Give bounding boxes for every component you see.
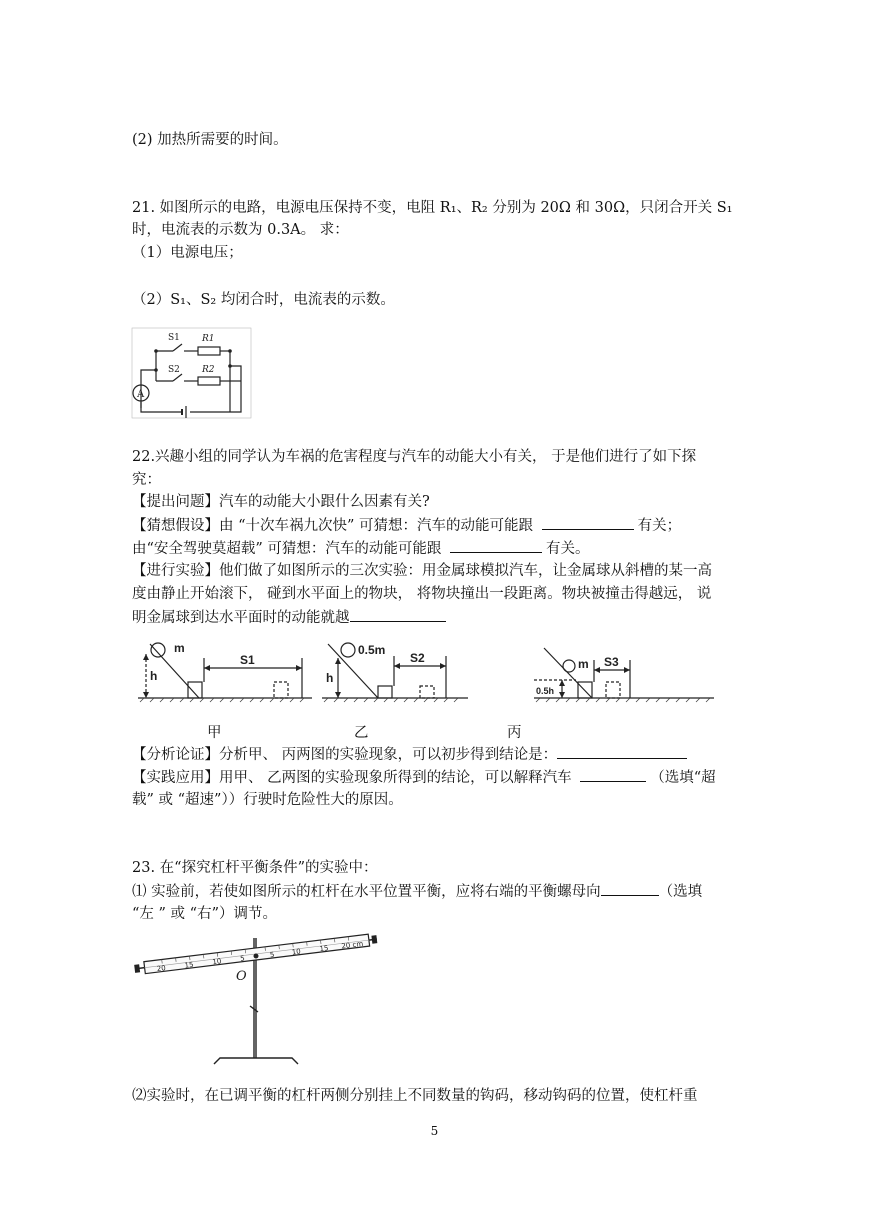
scale-right-20: 20 cm: [340, 939, 364, 951]
q23-p1-tail: （选填: [658, 884, 703, 900]
guess-1-tail: 有关；: [637, 518, 682, 534]
pivot-label: O: [236, 969, 247, 984]
answer-blank-direction[interactable]: [601, 881, 659, 896]
experiment-figure-a: [136, 640, 314, 704]
fig-a-height: h: [150, 669, 158, 683]
caption-bing: 丙: [507, 725, 522, 741]
fig-b-height: h: [326, 671, 334, 685]
q22-analysis: [132, 744, 687, 765]
lever-diagram: [132, 928, 382, 1073]
guess-2-text: 由“安全驾驶莫超载” 可猜想：汽车的动能可能跟: [132, 541, 442, 557]
q23-part-1: [132, 881, 702, 902]
answer-blank-guess-1[interactable]: [542, 515, 634, 530]
fig-a-mass: m: [174, 641, 185, 655]
apply-tail: （选填“超: [650, 770, 716, 786]
scale-left-10: 10: [211, 957, 222, 967]
guess-2-tail: 有关。: [546, 541, 590, 557]
scale-left-15: 15: [184, 960, 195, 970]
analysis-text: 【分析论证】分析甲、 丙两图的实验现象，可以初步得到结论是：: [132, 747, 558, 763]
scale-right-10: 10: [291, 947, 302, 957]
q22-stem-line-1: 22.兴趣小组的同学认为车祸的危害程度与汽车的动能大小有关， 于是他们进行了如下探: [132, 449, 697, 465]
caption-jia: 甲: [207, 725, 222, 741]
experiment-figure-b: [320, 640, 470, 704]
q22-guess-1: [132, 515, 681, 536]
scale-left-5: 5: [239, 954, 246, 963]
exp-3-text: 明金属球到达水平面时的动能就越: [132, 610, 350, 626]
q22-ask: 【提出问题】汽车的动能大小跟什么因素有关?: [132, 494, 430, 510]
fig-c-distance: S3: [604, 655, 619, 669]
q22-apply-line-2: 载” 或 “超速”））行驶时危险性大的原因。: [132, 792, 403, 808]
q23-part-2: ⑵实验时，在已调平衡的杠杆两侧分别挂上不同数量的钩码，移动钩码的位置，使杠杆重: [132, 1088, 698, 1104]
circuit-diagram: [128, 326, 253, 420]
fig-c-height: 0.5h: [536, 686, 555, 696]
q21-part-2: （2）S₁、S₂ 均闭合时，电流表的示数。: [132, 292, 395, 308]
answer-blank-guess-2[interactable]: [450, 538, 542, 553]
ammeter-label: A: [137, 389, 145, 400]
fig-a-distance: S1: [240, 653, 255, 667]
experiment-figure-c: [532, 646, 716, 706]
page-number: 5: [430, 1124, 439, 1138]
q22-exp-line-3: [132, 607, 446, 628]
q21-stem-line-1: 21. 如图所示的电路，电源电压保持不变，电阻 R₁、R₂ 分别为 20Ω 和 30Ω，只闭合开关 S₁: [132, 200, 733, 216]
answer-blank-apply[interactable]: [580, 767, 646, 782]
answer-blank-exp[interactable]: [350, 607, 446, 622]
resistor-r2-label: R2: [202, 365, 215, 375]
caption-yi: 乙: [354, 725, 369, 741]
guess-1-text: 【猜想假设】由 “十次车祸九次快” 可猜想：汽车的动能可能跟: [132, 518, 534, 534]
switch-s1-label: S1: [168, 333, 180, 343]
q22-apply-line-1: [132, 767, 716, 788]
scale-right-15: 15: [319, 944, 329, 954]
apply-text: 【实践应用】用甲、 乙两图的实验现象所得到的结论，可以解释汽车: [132, 770, 572, 786]
answer-blank-analysis[interactable]: [557, 744, 687, 759]
q22-exp-line-2: 度由静止开始滚下， 碰到水平面上的物块， 将物块撞出一段距离。物块被撞击得越远， 说: [132, 586, 712, 602]
fig-c-mass: m: [578, 657, 589, 671]
q21-stem-line-2: 时，电流表的示数为 0.3A。 求：: [132, 222, 349, 238]
scale-left-20: 20: [156, 964, 167, 974]
q23-p1-text: ⑴ 实验前，若使如图所示的杠杆在水平位置平衡，应将右端的平衡螺母向: [132, 884, 601, 900]
resistor-r1-label: R1: [202, 334, 215, 344]
q23-part-1-cont: “左 ” 或 “右”）调节。: [132, 906, 277, 922]
q23-stem: 23. 在“探究杠杆平衡条件”的实验中：: [132, 860, 378, 876]
fig-b-mass: 0.5m: [358, 643, 386, 657]
q22-guess-2: [132, 538, 590, 559]
q22-exp-line-1: 【进行实验】他们做了如图所示的三次实验：用金属球模拟汽车，让金属球从斜槽的某一高: [132, 563, 712, 579]
scale-right-5: 5: [269, 950, 275, 960]
q20-part-2: (2) 加热所需要的时间。: [132, 132, 288, 148]
switch-s2-label: S2: [168, 365, 180, 375]
fig-b-distance: S2: [410, 651, 425, 665]
q22-stem-line-2: 究：: [132, 472, 161, 488]
q21-part-1: （1）电源电压；: [132, 245, 243, 261]
